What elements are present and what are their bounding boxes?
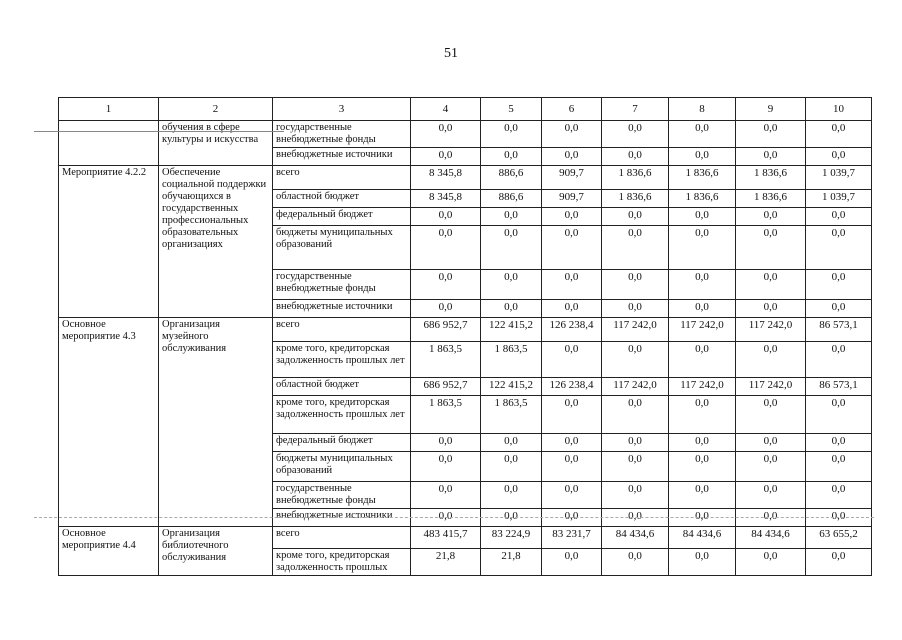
amount-cell: 0,0 [411,226,481,270]
column-header: 9 [736,98,806,121]
amount-cell: 0,0 [481,226,542,270]
amount-cell: 0,0 [481,148,542,166]
event-code-cell: Основное мероприятие 4.3 [59,318,159,527]
amount-cell: 0,0 [669,342,736,378]
amount-cell: 0,0 [602,549,669,576]
column-header: 1 [59,98,159,121]
funding-source-cell: всего [273,318,411,342]
amount-cell: 0,0 [736,121,806,148]
column-header: 4 [411,98,481,121]
amount-cell: 0,0 [602,509,669,527]
funding-source-cell: внебюджетные источники [273,300,411,318]
amount-cell: 0,0 [736,300,806,318]
amount-cell: 84 434,6 [736,527,806,549]
amount-cell: 0,0 [736,148,806,166]
funding-source-cell: федеральный бюджет [273,434,411,452]
amount-cell: 0,0 [411,434,481,452]
amount-cell: 0,0 [542,208,602,226]
amount-cell: 0,0 [411,208,481,226]
amount-cell: 1 836,6 [669,190,736,208]
amount-cell: 0,0 [542,300,602,318]
amount-cell: 0,0 [542,452,602,482]
header-row [59,98,872,121]
amount-cell: 0,0 [602,300,669,318]
amount-cell: 0,0 [806,482,872,509]
funding-source-cell: государственные внебюджетные фонды [273,121,411,148]
amount-cell: 686 952,7 [411,378,481,396]
amount-cell: 1 836,6 [736,190,806,208]
amount-cell: 0,0 [542,121,602,148]
funding-source-cell: бюджеты муниципальных образований [273,226,411,270]
column-header: 10 [806,98,872,121]
amount-cell: 0,0 [736,226,806,270]
amount-cell: 0,0 [806,226,872,270]
amount-cell: 1 836,6 [736,166,806,190]
amount-cell: 0,0 [602,208,669,226]
amount-cell: 0,0 [481,300,542,318]
amount-cell: 117 242,0 [736,378,806,396]
amount-cell: 8 345,8 [411,190,481,208]
amount-cell: 0,0 [481,509,542,527]
amount-cell: 0,0 [806,121,872,148]
funding-source-cell: всего [273,527,411,549]
amount-cell: 122 415,2 [481,318,542,342]
amount-cell: 0,0 [806,208,872,226]
amount-cell: 83 231,7 [542,527,602,549]
amount-cell: 126 238,4 [542,378,602,396]
column-header: 6 [542,98,602,121]
funding-source-cell: бюджеты муниципальных образований [273,452,411,482]
amount-cell: 0,0 [542,482,602,509]
table-row [59,121,872,148]
amount-cell: 0,0 [806,270,872,300]
amount-cell: 0,0 [602,482,669,509]
amount-cell: 886,6 [481,166,542,190]
amount-cell: 0,0 [669,226,736,270]
amount-cell: 0,0 [602,270,669,300]
table-row [59,318,872,342]
amount-cell: 1 039,7 [806,166,872,190]
amount-cell: 117 242,0 [669,378,736,396]
amount-cell: 21,8 [481,549,542,576]
amount-cell: 84 434,6 [669,527,736,549]
amount-cell: 0,0 [669,396,736,434]
event-code-cell: Основное мероприятие 4.4 [59,527,159,576]
amount-cell: 122 415,2 [481,378,542,396]
table-row [59,166,872,190]
funding-source-cell: государственные внебюджетные фонды [273,270,411,300]
funding-source-cell: федеральный бюджет [273,208,411,226]
scan-artifact-line [34,131,284,132]
column-header: 7 [602,98,669,121]
amount-cell: 0,0 [602,434,669,452]
table-row [59,527,872,549]
amount-cell: 1 039,7 [806,190,872,208]
amount-cell: 86 573,1 [806,378,872,396]
amount-cell: 0,0 [669,148,736,166]
amount-cell: 0,0 [542,342,602,378]
amount-cell: 0,0 [602,342,669,378]
column-header: 8 [669,98,736,121]
amount-cell: 117 242,0 [669,318,736,342]
amount-cell: 117 242,0 [602,318,669,342]
amount-cell: 909,7 [542,190,602,208]
funding-source-cell: областной бюджет [273,190,411,208]
event-name-cell: обучения в сфере культуры и искусства [159,121,273,166]
amount-cell: 0,0 [736,509,806,527]
amount-cell: 0,0 [542,549,602,576]
amount-cell: 0,0 [411,121,481,148]
amount-cell: 0,0 [542,148,602,166]
amount-cell: 0,0 [481,452,542,482]
amount-cell: 21,8 [411,549,481,576]
scan-artifact-line [34,517,874,518]
amount-cell: 1 836,6 [602,190,669,208]
amount-cell: 0,0 [669,208,736,226]
column-header: 3 [273,98,411,121]
amount-cell: 0,0 [481,121,542,148]
amount-cell: 0,0 [481,434,542,452]
budget-table [58,97,872,576]
amount-cell: 0,0 [542,270,602,300]
amount-cell: 0,0 [542,509,602,527]
funding-source-cell: внебюджетные источники [273,509,411,527]
amount-cell: 63 655,2 [806,527,872,549]
amount-cell: 0,0 [481,482,542,509]
amount-cell: 0,0 [736,434,806,452]
amount-cell: 1 863,5 [411,396,481,434]
amount-cell: 0,0 [602,226,669,270]
amount-cell: 0,0 [669,452,736,482]
amount-cell: 117 242,0 [602,378,669,396]
amount-cell: 0,0 [736,270,806,300]
funding-source-cell: всего [273,166,411,190]
event-name-cell: Обеспечение социальной поддержки обучающихся в государственных профессиональных образовательных организациях [159,166,273,318]
amount-cell: 0,0 [411,509,481,527]
event-code-cell: Мероприятие 4.2.2 [59,166,159,318]
amount-cell: 84 434,6 [602,527,669,549]
amount-cell: 1 836,6 [602,166,669,190]
event-name-cell: Организация библиотечного обслуживания [159,527,273,576]
amount-cell: 0,0 [669,121,736,148]
funding-source-cell: кроме того, кредиторская задолженность прошлых [273,549,411,576]
funding-source-cell: внебюджетные источники [273,148,411,166]
amount-cell: 0,0 [736,452,806,482]
event-code-cell [59,121,159,166]
amount-cell: 483 415,7 [411,527,481,549]
amount-cell: 0,0 [411,452,481,482]
amount-cell: 0,0 [736,482,806,509]
amount-cell: 0,0 [411,270,481,300]
amount-cell: 0,0 [736,342,806,378]
amount-cell: 0,0 [602,121,669,148]
amount-cell: 0,0 [736,396,806,434]
amount-cell: 0,0 [411,300,481,318]
amount-cell: 0,0 [669,270,736,300]
amount-cell: 8 345,8 [411,166,481,190]
amount-cell: 0,0 [806,509,872,527]
amount-cell: 1 863,5 [411,342,481,378]
amount-cell: 0,0 [669,549,736,576]
amount-cell: 886,6 [481,190,542,208]
amount-cell: 0,0 [481,208,542,226]
amount-cell: 0,0 [806,300,872,318]
amount-cell: 0,0 [669,300,736,318]
event-name-cell: Организация музейного обслуживания [159,318,273,527]
amount-cell: 0,0 [602,148,669,166]
amount-cell: 0,0 [542,396,602,434]
amount-cell: 83 224,9 [481,527,542,549]
amount-cell: 0,0 [481,270,542,300]
amount-cell: 0,0 [669,482,736,509]
funding-source-cell: кроме того, кредиторская задолженность прошлых лет [273,342,411,378]
amount-cell: 0,0 [806,342,872,378]
amount-cell: 0,0 [542,434,602,452]
amount-cell: 0,0 [736,549,806,576]
amount-cell: 0,0 [602,396,669,434]
amount-cell: 0,0 [806,396,872,434]
amount-cell: 1 836,6 [669,166,736,190]
amount-cell: 0,0 [806,434,872,452]
amount-cell: 117 242,0 [736,318,806,342]
amount-cell: 0,0 [806,452,872,482]
funding-source-cell: государственные внебюджетные фонды [273,482,411,509]
amount-cell: 0,0 [806,148,872,166]
amount-cell: 686 952,7 [411,318,481,342]
column-header: 5 [481,98,542,121]
amount-cell: 0,0 [806,549,872,576]
page-number: 51 [444,46,458,61]
amount-cell: 126 238,4 [542,318,602,342]
amount-cell: 0,0 [736,208,806,226]
amount-cell: 909,7 [542,166,602,190]
amount-cell: 0,0 [411,148,481,166]
amount-cell: 0,0 [411,482,481,509]
amount-cell: 0,0 [669,509,736,527]
column-header: 2 [159,98,273,121]
funding-source-cell: областной бюджет [273,378,411,396]
funding-source-cell: кроме того, кредиторская задолженность прошлых лет [273,396,411,434]
amount-cell: 0,0 [669,434,736,452]
amount-cell: 86 573,1 [806,318,872,342]
amount-cell: 0,0 [542,226,602,270]
amount-cell: 1 863,5 [481,342,542,378]
amount-cell: 1 863,5 [481,396,542,434]
amount-cell: 0,0 [602,452,669,482]
